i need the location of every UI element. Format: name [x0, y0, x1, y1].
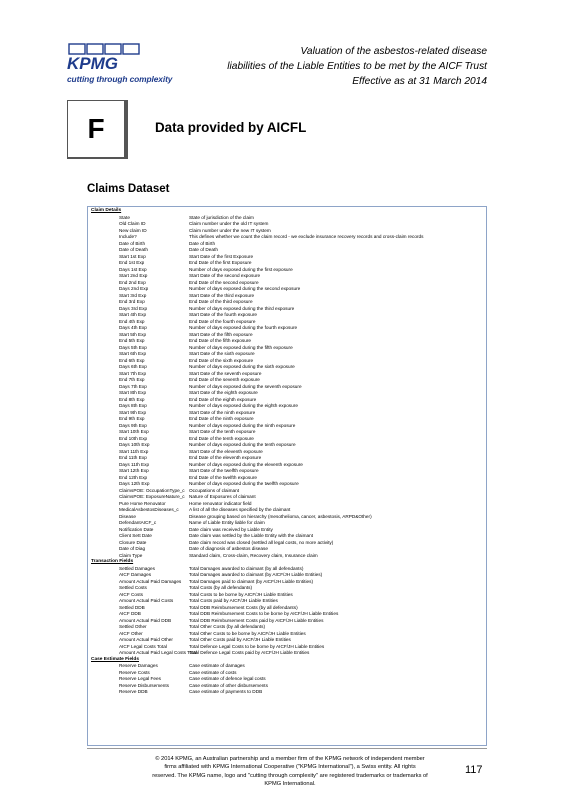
report-header: [227, 44, 487, 89]
field-name: Disease: [119, 513, 136, 519]
field-name: ClaimsPOE: ExposureNature_c: [119, 494, 185, 499]
field-description: Number of days exposed during the eleventh exposure: [189, 461, 303, 467]
field-description: Occupations of claimant: [189, 487, 240, 493]
field-name: AICF Damages: [119, 572, 152, 577]
field-name: Notification Date: [119, 526, 154, 532]
field-name: Amount Actual Paid Other: [119, 637, 173, 642]
field-name: Reserve DDB: [119, 689, 148, 694]
field-name: End 10th Exp: [119, 435, 148, 441]
field-name: AICF Legal Costs Total: [119, 643, 167, 649]
field-description: Number of days exposed during the ninth exposure: [189, 422, 296, 428]
field-description: End Date of the second exposure: [189, 279, 259, 285]
field-description: Total Costs paid by AICF/JH Liable Entities: [189, 598, 278, 603]
field-name: Date of Death: [119, 247, 148, 252]
dataset-section-title: Claim Details: [91, 208, 122, 213]
kpmg-logo: [67, 43, 177, 84]
field-description: Total DDB Reimbursement Costs to be borne by AICF/JH Liable Entities: [189, 611, 339, 616]
copyright-notice: [140, 755, 440, 789]
field-description: Start Date of the tenth exposure: [189, 429, 256, 434]
field-description: Case estimate of payments to DDB: [189, 689, 263, 694]
field-name: End 11th Exp: [119, 455, 147, 460]
field-name: Amount Actual Paid Legal Costs Total: [119, 650, 198, 655]
field-description: Number of days exposed during the first exposure: [189, 266, 293, 272]
field-name: Reserve Damages: [119, 663, 158, 668]
field-name: End 3rd Exp: [119, 299, 145, 304]
field-description: Total DDB Reimbursement Costs paid by AICF/JH Liable Entities: [189, 617, 324, 623]
footer-line: reserved. The KPMG name, logo and "cutting through complexity" are registered trademarks or trademarks of: [152, 772, 428, 779]
field-name: New claim ID: [119, 227, 147, 233]
field-description: Start Date of the ninth exposure: [189, 409, 256, 415]
field-description: Number of days exposed during the third exposure: [189, 305, 295, 311]
field-name: DefendantAICF_c: [119, 520, 157, 525]
field-name: Start 5th Exp: [119, 331, 147, 337]
field-name: Pure Home Renovator: [119, 500, 166, 506]
dataset-section-title: Case Estimate Fields: [91, 656, 139, 662]
field-name: Days 3rd Exp: [119, 305, 148, 311]
field-description: Number of days exposed during the twelfth exposure: [189, 481, 299, 486]
field-name: Start 10th Exp: [119, 429, 149, 434]
field-description: Disease grouping based on hierarchy (mesothelioma, cancer, asbestosis, ARPD&Other): [189, 513, 372, 519]
field-description: Home renovator indicator field: [189, 500, 252, 506]
table-row: [91, 689, 483, 696]
field-name: Settled Other: [119, 624, 147, 629]
footer-line: firms affiliated with KPMG International Cooperative ("KPMG International"), a Swiss entity. All rights: [164, 764, 416, 771]
field-name: Old Claim ID: [119, 221, 146, 226]
field-name: Include?: [119, 234, 137, 239]
field-name: AICF Other: [119, 630, 143, 636]
field-description: Number of days exposed during the fourth exposure: [189, 325, 298, 330]
field-description: Case estimate of damages: [189, 663, 245, 668]
field-name: Client Sett Date: [119, 533, 152, 538]
field-name: Start 6th Exp: [119, 351, 147, 356]
field-description: Total Damages awarded to claimant (by all defendants): [189, 565, 304, 571]
field-description: Total Other Costs (by all defendants): [189, 624, 266, 629]
field-description: End Date of the tenth exposure: [189, 435, 254, 441]
field-description: Total Costs to be borne by AICF/JH Liable Entities: [189, 591, 293, 597]
field-name: Days 11th Exp: [119, 461, 150, 467]
claims-dataset-heading: Claims Dataset: [87, 183, 170, 195]
field-description: Number of days exposed during the fifth exposure: [189, 344, 293, 350]
header-line: liabilities of the Liable Entities to be met by the AICF Trust: [227, 61, 487, 72]
field-description: Date claim record was closed (settled all legal costs, no more activity): [189, 539, 334, 545]
field-name: Start 8th Exp: [119, 390, 147, 395]
kpmg-logo-boxes: [67, 43, 143, 73]
field-description: End Date of the twelfth exposure: [189, 474, 258, 480]
field-name: End 8th Exp: [119, 396, 145, 402]
field-name: Days 5th Exp: [119, 344, 147, 350]
field-description: This defines whether we count the claim record - we exclude insurance recovery records and cross-claim records: [189, 234, 424, 239]
field-name: Start 7th Exp: [119, 370, 147, 376]
field-description: Number of days exposed during the sixth exposure: [189, 364, 295, 369]
field-description: Number of days exposed during the eighth exposure: [189, 403, 298, 408]
field-name: End 9th Exp: [119, 416, 145, 421]
field-description: Case estimate of other disbursements: [189, 682, 268, 688]
field-description: Total Damages awarded to claimant (by AICF/JH Liable Entities): [189, 572, 323, 577]
field-name: Date of Birth: [119, 240, 146, 246]
field-description: Claim number under the new IT system: [189, 227, 271, 233]
field-description: End Date of the fourth exposure: [189, 318, 256, 324]
field-name: Days 4th Exp: [119, 325, 147, 330]
field-name: Settled Costs: [119, 585, 147, 590]
field-name: Start 2nd Exp: [119, 273, 148, 278]
field-description: End Date of the ninth exposure: [189, 416, 254, 421]
footer-line: KPMG International.: [264, 781, 316, 788]
field-name: AICF Costs: [119, 591, 143, 597]
section-title: Data provided by AICFL: [155, 120, 307, 135]
field-name: Days 8th Exp: [119, 403, 147, 408]
footer-line: © 2014 KPMG, an Australian partnership and a member firm of the KPMG network of independent member: [155, 756, 425, 762]
field-name: Date of Diag: [119, 546, 146, 551]
field-description: Date of diagnosis of asbestos disease: [189, 546, 268, 551]
field-name: End 2nd Exp: [119, 279, 146, 285]
field-description: Start Date of the fifth exposure: [189, 331, 253, 337]
field-description: Total Other Costs paid by AICF/JH Liable Entities: [189, 637, 291, 642]
field-description: Start Date of the sixth exposure: [189, 351, 255, 356]
field-name: Days 6th Exp: [119, 364, 147, 369]
field-name: Closure Date: [119, 539, 147, 545]
table-row: [91, 553, 483, 560]
field-description: Case estimate of defence legal costs: [189, 676, 266, 681]
field-description: Standard claim, Cross-claim, Recovery claim, Insurance claim: [189, 552, 318, 558]
field-name: Start 4th Exp: [119, 312, 147, 317]
field-name: Amount Actual Paid Costs: [119, 598, 174, 603]
field-description: Case estimate of costs: [189, 669, 237, 675]
field-name: Amount Actual Paid Damages: [119, 578, 182, 584]
claims-dataset-table: [87, 206, 487, 746]
field-name: Start 3rd Exp: [119, 292, 147, 298]
field-description: Start Date of the second exposure: [189, 273, 261, 278]
field-description: Start Date of the fourth exposure: [189, 312, 258, 317]
field-description: Date of Death: [189, 247, 218, 252]
field-description: Start Date of the eleventh exposure: [189, 448, 263, 454]
field-name: Settled Damages: [119, 565, 155, 571]
field-name: Reserve Disbursements: [119, 682, 170, 688]
field-name: End 5th Exp: [119, 338, 145, 343]
field-name: Start 9th Exp: [119, 409, 147, 415]
field-name: End 4th Exp: [119, 318, 145, 324]
field-description: Total Other Costs to be borne by AICF/JH Liable Entities: [189, 630, 306, 636]
field-name: Start 1st Exp: [119, 253, 146, 259]
field-description: Start Date of the first Exposure: [189, 253, 254, 259]
field-name: Settled DDB: [119, 604, 145, 610]
field-name: Days 12th Exp: [119, 481, 150, 486]
field-description: State of jurisdiction of the claim: [189, 214, 254, 220]
field-description: End Date of the seventh exposure: [189, 377, 260, 382]
field-name: End 7th Exp: [119, 377, 145, 382]
header-line: Valuation of the asbestos-related disease: [300, 46, 487, 57]
field-name: State: [119, 214, 130, 220]
field-name: End 12th Exp: [119, 474, 148, 480]
field-description: Total Defence Legal Costs paid by AICF/JH Liable Entities: [189, 650, 310, 655]
field-description: Number of days exposed during the tenth exposure: [189, 442, 296, 447]
field-name: Days 7th Exp: [119, 383, 147, 389]
field-description: Number of days exposed during the second exposure: [189, 286, 301, 291]
field-description: Number of days exposed during the seventh exposure: [189, 383, 302, 389]
field-description: Start Date of the third exposure: [189, 292, 255, 298]
field-description: Total Costs (by all defendants): [189, 585, 253, 590]
field-description: Date claim was settled by the Liable Entity with the claimant: [189, 533, 314, 538]
page-number: 117: [465, 764, 483, 776]
field-name: Days 10th Exp: [119, 442, 150, 447]
field-name: Claim Type: [119, 552, 143, 558]
field-description: End Date of the first Exposure: [189, 260, 252, 265]
field-name: AICF DDB: [119, 611, 141, 616]
field-description: Total Defence Legal Costs to be borne by AICF/JH Liable Entities: [189, 643, 325, 649]
field-description: End Date of the third exposure: [189, 299, 253, 304]
field-description: Date of Birth: [189, 240, 216, 246]
field-description: Name of Liable Entity liable for claim: [189, 520, 265, 525]
field-name: Reserve Costs: [119, 669, 150, 675]
field-name: Reserve Legal Fees: [119, 676, 161, 681]
field-description: Start Date of the eighth exposure: [189, 390, 258, 395]
field-name: ClaimsPOE: OccupationType_c: [119, 487, 185, 493]
field-description: Date claim was received by Liable Entity: [189, 526, 273, 532]
field-name: Start 11th Exp: [119, 448, 149, 454]
field-description: Claim number under the old IT system: [189, 221, 269, 226]
field-description: Start Date of the twelfth exposure: [189, 468, 259, 473]
field-name: MedicalAsbestosDiseases_c: [119, 507, 179, 512]
field-name: Days 9th Exp: [119, 422, 147, 428]
field-description: End Date of the sixth exposure: [189, 357, 254, 363]
field-name: End 6th Exp: [119, 357, 145, 363]
field-description: A list of all the diseases specified by the claimant: [189, 507, 291, 512]
field-description: End Date of the eleventh exposure: [189, 455, 262, 460]
field-name: Start 12th Exp: [119, 468, 149, 473]
header-line: Effective as at 31 March 2014: [352, 76, 487, 87]
field-name: End 1st Exp: [119, 260, 145, 265]
kpmg-wordmark: KPMG: [67, 54, 118, 73]
table-row: [91, 650, 483, 657]
field-description: End Date of the fifth exposure: [189, 338, 252, 343]
field-description: Total Damages paid to claimant (by AICF/JH Liable Entities): [189, 578, 314, 584]
footer-divider: [87, 748, 487, 749]
field-description: Start Date of the seventh exposure: [189, 370, 262, 376]
kpmg-tagline: cutting through complexity: [67, 74, 173, 84]
field-name: Amount Actual Paid DDB: [119, 617, 172, 623]
field-description: Total DDB Reimbursement Costs (by all defendants): [189, 604, 298, 610]
field-name: Days 2nd Exp: [119, 286, 149, 291]
dataset-section-title: Transaction Fields: [91, 559, 134, 564]
section-letter: F: [67, 100, 128, 159]
field-description: Nature of Exposures of claimant: [189, 494, 256, 499]
field-name: Days 1st Exp: [119, 266, 147, 272]
field-description: End Date of the eighth exposure: [189, 396, 257, 402]
